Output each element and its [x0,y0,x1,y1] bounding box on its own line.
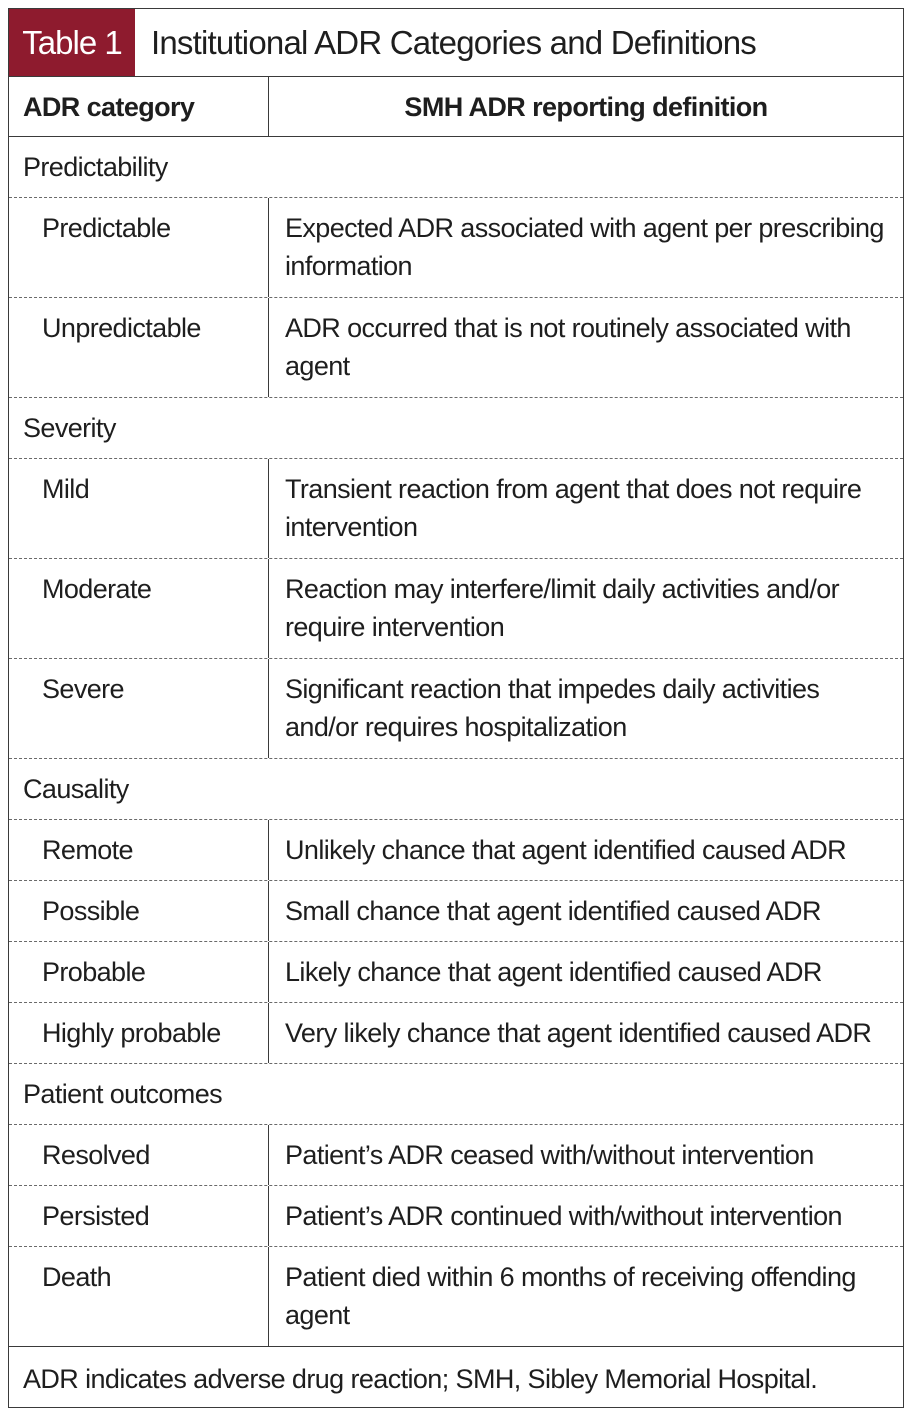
column-divider [268,1247,269,1346]
column-divider [268,942,269,1002]
term-cell: Persisted [42,1201,150,1231]
definition-cell: Reaction may interfere/limit daily activities and/or require intervention [285,574,840,642]
term-cell: Resolved [42,1140,150,1170]
group-row-predictability [9,137,903,198]
table-header-row [9,77,903,137]
definition-cell: Likely chance that agent identified caused ADR [285,957,822,987]
table-row [9,942,903,1003]
table-row [9,1186,903,1247]
table-row [9,298,903,398]
group-label: Patient outcomes [23,1079,223,1109]
definition-cell: Patient’s ADR continued with/without intervention [285,1201,842,1231]
table-row [9,459,903,559]
table-frame [8,8,904,1408]
column-divider [268,459,269,558]
term-cell: Predictable [42,213,171,243]
column-divider [268,1186,269,1246]
table-row [9,559,903,659]
table-row [9,1003,903,1064]
table-footnote: ADR indicates adverse drug reaction; SMH, Sibley Memorial Hospital. [23,1364,818,1394]
table-row [9,881,903,942]
table-row [9,198,903,298]
header-adr-category: ADR category [23,92,195,122]
definition-cell: Unlikely chance that agent identified caused ADR [285,835,847,865]
term-cell: Remote [42,835,133,865]
group-row-severity [9,398,903,459]
definition-cell: Expected ADR associated with agent per prescribing information [285,213,884,281]
term-cell: Mild [42,474,90,504]
table-row [9,1125,903,1186]
column-divider [268,881,269,941]
group-label: Causality [23,774,129,804]
term-cell: Unpredictable [42,313,201,343]
definition-cell: ADR occurred that is not routinely associated with agent [285,313,851,381]
definition-cell: Small chance that agent identified caused ADR [285,896,821,926]
table-label-badge: Table 1 [9,9,135,76]
definition-cell: Transient reaction from agent that does not require intervention [285,474,862,542]
term-cell: Probable [42,957,146,987]
term-cell: Possible [42,896,140,926]
header-reporting-definition: SMH ADR reporting definition [404,92,768,122]
column-divider [268,298,269,397]
term-cell: Moderate [42,574,152,604]
column-divider [268,198,269,297]
group-label: Predictability [23,152,168,182]
definition-cell: Patient’s ADR ceased with/without intervention [285,1140,814,1170]
term-cell: Death [42,1262,112,1292]
term-cell: Severe [42,674,124,704]
column-divider [268,559,269,658]
column-divider [268,1125,269,1185]
table-title: Institutional ADR Categories and Definitions [151,24,756,61]
column-divider [268,659,269,758]
definition-cell: Very likely chance that agent identified caused ADR [285,1018,872,1048]
group-row-causality [9,759,903,820]
column-divider [268,820,269,880]
term-cell: Highly probable [42,1018,221,1048]
table-row [9,1247,903,1347]
group-label: Severity [23,413,116,443]
table-row [9,820,903,881]
table-title-bar [9,9,903,77]
column-divider [268,1003,269,1063]
table-row [9,659,903,759]
definition-cell: Patient died within 6 months of receiving offending agent [285,1262,856,1330]
group-row-patient-outcomes [9,1064,903,1125]
definition-cell: Significant reaction that impedes daily activities and/or requires hospitalization [285,674,820,742]
